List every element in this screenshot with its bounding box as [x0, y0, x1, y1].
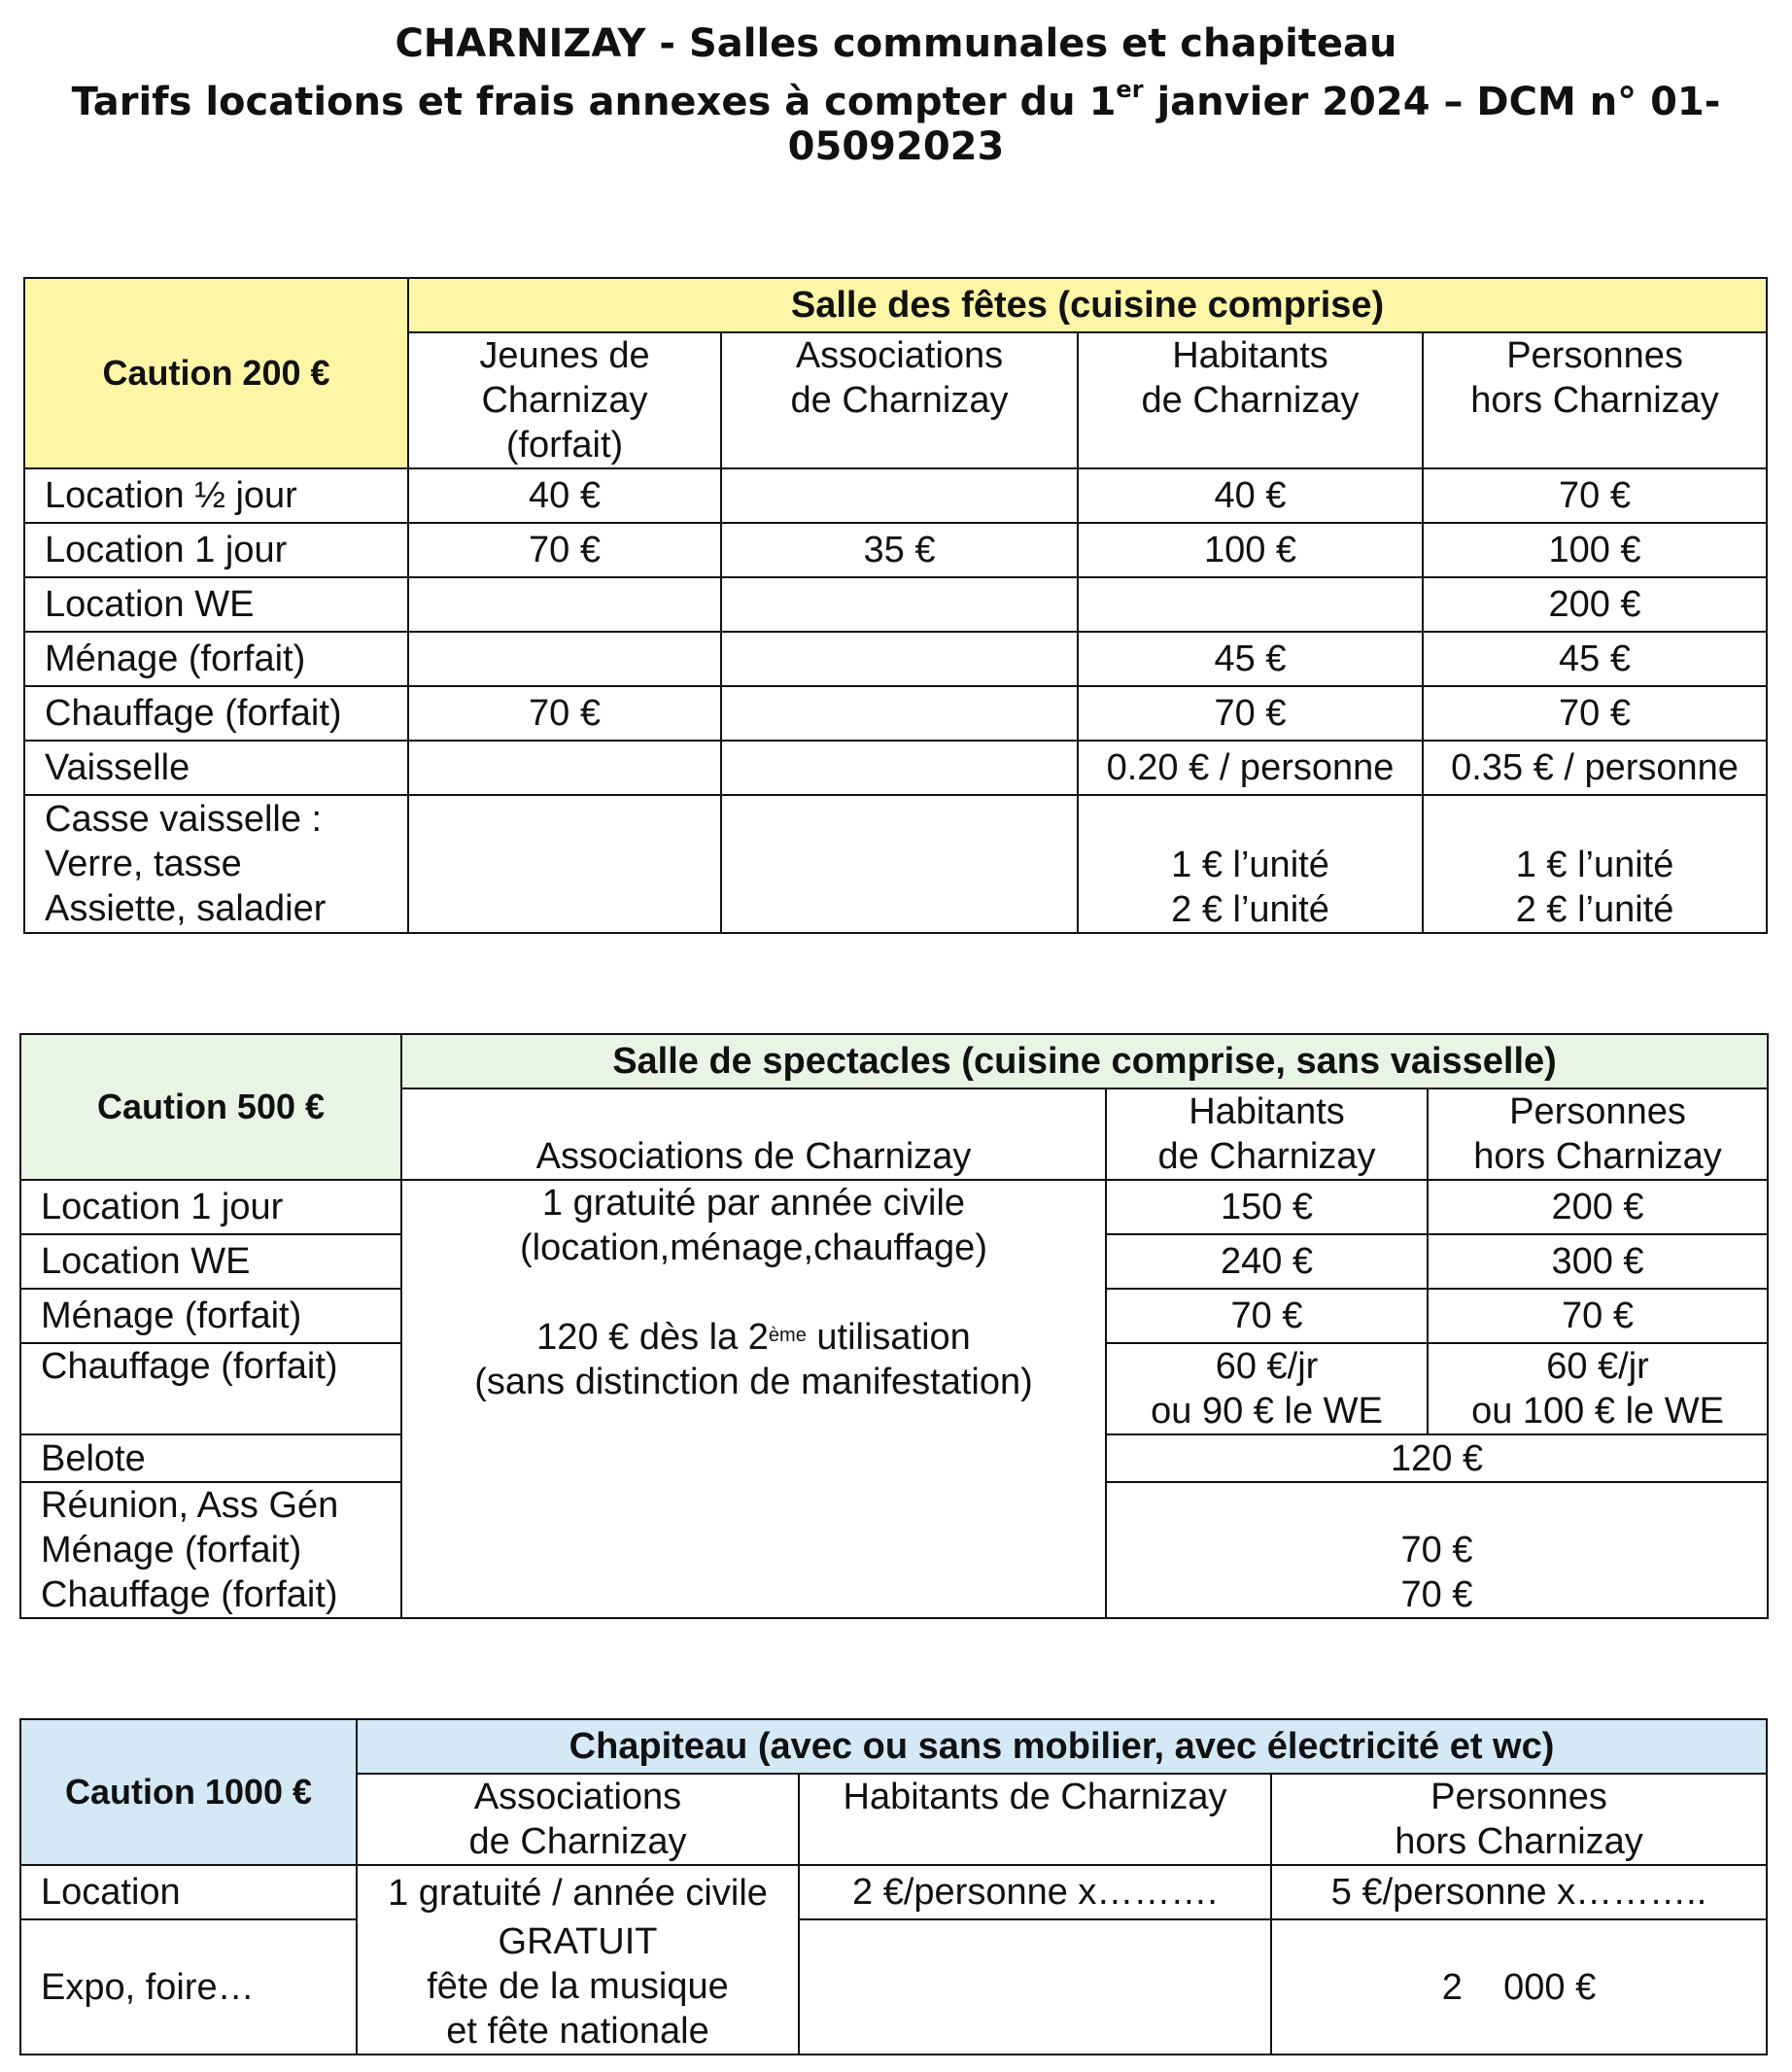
col-header-associations: Associations de Charnizay	[357, 1774, 799, 1865]
col-header-hors: Personnes hors Charnizay	[1428, 1088, 1768, 1180]
caution-200: Caution 200 €	[24, 278, 408, 468]
table-row: Vaisselle 0.20 € / personne 0.35 € / personne	[24, 741, 1767, 795]
salle-spectacles-title: Salle de spectacles (cuisine comprise, sans vaisselle)	[401, 1034, 1768, 1088]
document-title: CHARNIZAY - Salles communales et chapiteau	[395, 21, 1397, 66]
salle-spectacles-table	[19, 1033, 1769, 1619]
caution-500: Caution 500 €	[20, 1034, 401, 1180]
table-row: Location WE 200 €	[24, 577, 1767, 632]
table-row: Belote 120 €	[20, 1434, 1768, 1482]
col-header-hors: Personnes hors Charnizay	[1271, 1774, 1767, 1865]
salle-fetes-table	[23, 277, 1768, 934]
caution-1000: Caution 1000 €	[20, 1719, 357, 1865]
table-row: Ménage (forfait) 70 € 70 €	[20, 1289, 1768, 1343]
table-row: Location 1 gratuité / année civile 2 €/personne x………. 5 €/personne x………..	[20, 1865, 1767, 1919]
associations-conditions: 1 gratuité par année civile (location,ménage,chauffage) 120 € dès la 2ème utilisation (sans distinction de manifestation)	[401, 1180, 1106, 1618]
document-subtitle: Tarifs locations et frais annexes à compter du 1er janvier 2024 – DCM n° 01-05092023	[71, 76, 1721, 169]
table-row: Location WE 240 € 300 €	[20, 1234, 1768, 1289]
col-header-habitants: Habitants de Charnizay	[799, 1774, 1271, 1865]
col-header-habitants: Habitants de Charnizay	[1106, 1088, 1428, 1180]
table-row: Location ½ jour 40 € 40 € 70 €	[24, 468, 1767, 523]
col-header-hors: Personnes hors Charnizay	[1423, 332, 1767, 468]
chapiteau-table	[19, 1718, 1768, 2055]
table-row-casse: Casse vaisselle : Verre, tasse Assiette, saladier 1 € l’unité 2 € l’unité 1 € l’unité 2 € l’unité	[24, 795, 1767, 933]
col-header-associations: Associations de Charnizay	[401, 1088, 1106, 1180]
col-header-habitants: Habitants de Charnizay	[1078, 332, 1423, 468]
table-row: Expo, foire… GRATUIT fête de la musique et fête nationale 2 000 €	[20, 1919, 1767, 2055]
table-row: Chauffage (forfait) 60 €/jr ou 90 € le WE 60 €/jr ou 100 € le WE	[20, 1343, 1768, 1434]
table-row: Ménage (forfait) 45 € 45 €	[24, 632, 1767, 686]
chapiteau-title: Chapiteau (avec ou sans mobilier, avec électricité et wc)	[357, 1719, 1767, 1774]
salle-fetes-title: Salle des fêtes (cuisine comprise)	[408, 278, 1767, 332]
col-header-jeunes: Jeunes de Charnizay (forfait)	[408, 332, 721, 468]
col-header-associations: Associations de Charnizay	[721, 332, 1078, 468]
table-row: Location 1 jour 1 gratuité par année civile (location,ménage,chauffage) 120 € dès la 2ème utilisation (sans distinction de manifestation) 150 € 200 €	[20, 1180, 1768, 1234]
table-row-reunion: Réunion, Ass Gén Ménage (forfait) Chauffage (forfait) 70 € 70 €	[20, 1482, 1768, 1618]
table-row: Chauffage (forfait) 70 € 70 € 70 €	[24, 686, 1767, 741]
table-row: Location 1 jour 70 € 35 € 100 € 100 €	[24, 523, 1767, 577]
